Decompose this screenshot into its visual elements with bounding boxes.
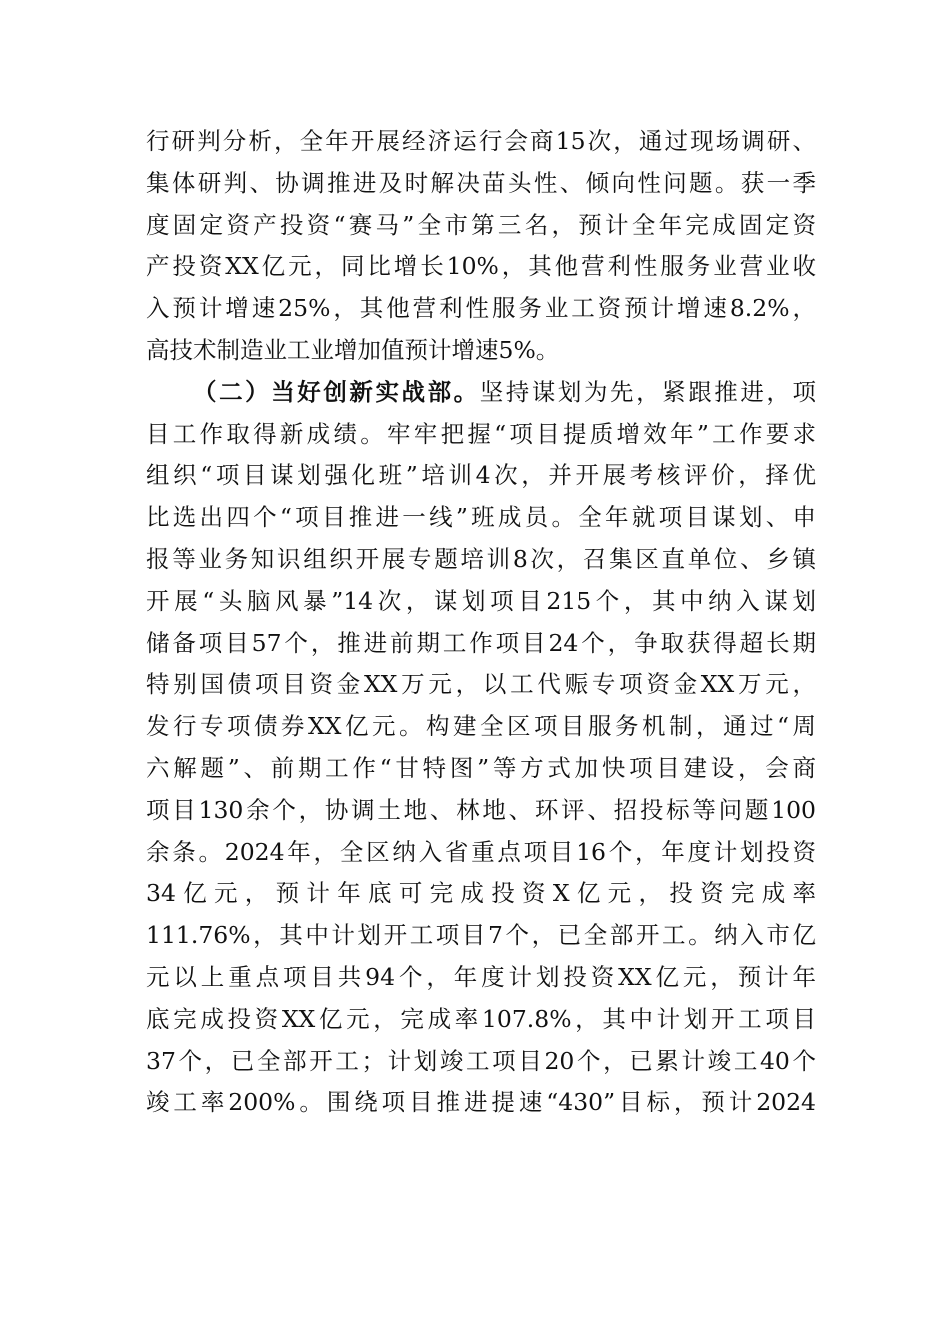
text-line: 37个，已全部开工；计划竣工项目20个，已累计竣工40个 <box>146 1046 816 1075</box>
text-line: 入预计增速25%，其他营利性服务业工资预计增速8.2%， <box>146 294 816 323</box>
text-line: 产投资XX亿元，同比增长10%，其他营利性服务业营业收 <box>146 252 816 281</box>
text-line: 余条。2024年，全区纳入省重点项目16个，年度计划投资 <box>146 837 816 866</box>
text-line: 报等业务知识组织开展专题培训8次，召集区直单位、乡镇 <box>146 544 816 573</box>
text-line: 高技术制造业工业增加值预计增速5%。 <box>146 335 560 364</box>
text-line: 34亿元，预计年底可完成投资X亿元，投资完成率 <box>146 879 816 908</box>
text-line: 竣工率200%。围绕项目推进提速“430”目标，预计2024 <box>146 1088 816 1117</box>
text-span: 坚持谋划为先，紧跟推进，项 <box>479 377 817 406</box>
text-line: 项目130余个，协调土地、林地、环评、招投标等问题100 <box>146 795 816 824</box>
paragraph-project-work <box>146 372 816 1124</box>
section-heading: （二）当好创新实战部。 <box>193 377 480 406</box>
text-line: 比选出四个“项目推进一线”班成员。全年就项目谋划、申 <box>146 503 816 532</box>
text-line: 六解题”、前期工作“甘特图”等方式加快项目建设，会商 <box>146 753 816 782</box>
text-line: 度固定资产投资“赛马”全市第三名，预计全年完成固定资 <box>146 210 816 239</box>
text-line: 元以上重点项目共94个，年度计划投资XX亿元，预计年 <box>146 962 816 991</box>
text-line: 储备项目57个，推进前期工作项目24个，争取获得超长期 <box>146 628 816 657</box>
text-line: 特别国债项目资金XX万元，以工代赈专项资金XX万元， <box>146 670 816 699</box>
text-line: 底完成投资XX亿元，完成率107.8%，其中计划开工项目 <box>146 1004 816 1033</box>
text-line: 集体研判、协调推进及时解决苗头性、倾向性问题。获一季 <box>146 168 816 197</box>
text-line: 目工作取得新成绩。牢牢把握“项目提质增效年”工作要求 <box>146 419 816 448</box>
text-line: 开展“头脑风暴”14次，谋划项目215个，其中纳入谋划 <box>146 586 816 615</box>
document-body <box>146 121 816 1124</box>
text-line: 111.76%，其中计划开工项目7个，已全部开工。纳入市亿 <box>146 921 816 950</box>
text-line: 行研判分析，全年开展经济运行会商15次，通过现场调研、 <box>146 127 816 155</box>
text-line: 发行专项债券XX亿元。构建全区项目服务机制，通过“周 <box>146 712 816 741</box>
text-line: 组织“项目谋划强化班”培训4次，并开展考核评价，择优 <box>146 461 816 490</box>
text-line-first <box>146 372 816 414</box>
paragraph-economic-analysis <box>146 121 816 372</box>
